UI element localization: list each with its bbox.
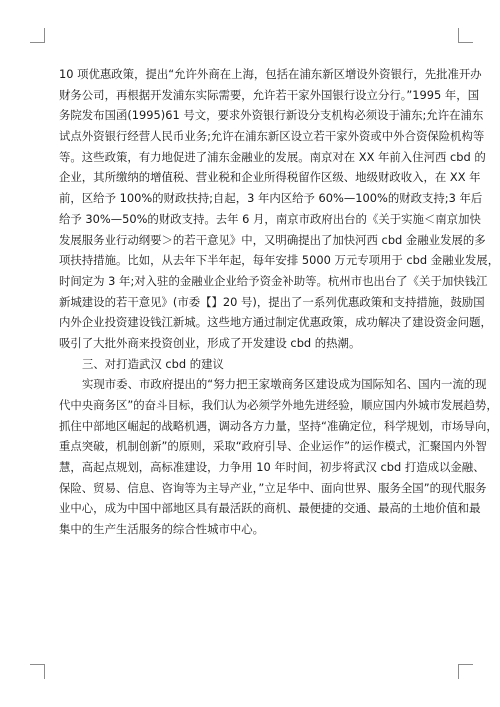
text-line: 集中的生产生活服务的综合性城市中心。 — [59, 522, 265, 537]
text-line: 务院发布国函(1995)61 号文，要求外资银行新设分支机构必须设于浦东;允许在浦东 — [59, 108, 484, 123]
text-line: 前，区给予 100%的财政扶持;自起，3 年内区给予 60%—100%的财政支持;3 年后 — [59, 191, 483, 206]
crop-mark-top-left — [30, 28, 45, 43]
text-line: 吸引了大批外商来投资创业，形成了开发建设 cbd 的热潮。 — [59, 335, 361, 350]
text-line: 10 项优惠政策，提出“允许外商在上海，包括在浦东新区增设外资银行，先批准开办 — [59, 67, 482, 81]
text-line: 项扶持措施。比如，从去年下半年起，每年安排 5000 万元专项用于 cbd 金融业发展， — [59, 253, 500, 268]
text-line: 企业，其所缴纳的增值税、营业税和企业所得税留作区级、地级财政收入，在 XX 年 — [59, 170, 481, 185]
paragraph-recommendations — [59, 374, 498, 540]
text-line: 实现市委、市政府提出的“努力把王家墩商务区建设成为国际知名、国内一流的现 — [82, 377, 487, 392]
text-line: 代中央商务区”的奋斗目标，我们认为必须学外地先进经验，顺应国内外城市发展趋势， — [59, 398, 498, 412]
text-line: 新城建设的若干意见》(市委【】20 号)，提出了一系列优惠政策和支持措施，鼓励国 — [59, 294, 485, 309]
text-line: 财务公司，再根据开发浦东实际需要，允许若干家外国银行设立分行。”1995 年，国 — [59, 87, 480, 102]
text-line: 给予 30%—50%的财政支持。去年 6 月，南京市政府出台的《关于实施＜南京加快 — [59, 211, 481, 226]
text-line: 发展服务业行动纲要＞的若干意见》中，又明确提出了加快河西 cbd 金融业发展的多 — [59, 232, 486, 247]
text-line: 保险、贸易、信息、咨询等为主导产业，”立足华中、面向世界、服务全国”的现代服务 — [59, 480, 487, 495]
text-line: 业中心，成为中国中部地区具有最活跃的商机、最便捷的交通、最高的土地价值和最 — [59, 501, 481, 516]
text-line: 慧，高起点规划，高标准建设，力争用 10 年时间，初步将武汉 cbd 打造成以金融、 — [59, 460, 485, 475]
text-line: 等。这些政策，有力地促进了浦东金融业的发展。南京对在 XX 年前入住河西 cbd 的 — [59, 149, 486, 164]
crop-mark-bottom-left — [30, 664, 45, 679]
text-line: 时间定为 3 年;对入驻的金融业企业给予资金补助等。杭州市也出台了《关于加快钱江 — [59, 273, 488, 288]
document-body — [59, 64, 500, 540]
crop-mark-top-right — [458, 28, 473, 43]
text-line: 抓住中部地区崛起的战略机遇，调动各方力量，坚持“准确定位，科学规划，市场导向， — [59, 418, 498, 433]
text-line: 重点突破，机制创新”的原则，采取“政府引导、企业运作”的运作模式，汇聚国内外智 — [59, 439, 487, 454]
section-heading: 三、对打造武汉 cbd 的建议 — [82, 356, 224, 371]
text-line: 试点外资银行经营人民币业务;允许在浦东新区设立若干家外资或中外合资保险机构等 — [59, 129, 485, 144]
paragraph-policies — [59, 64, 500, 354]
crop-mark-bottom-right — [458, 664, 473, 679]
text-line: 内外企业投资建设钱江新城。这些地方通过制定优惠政策，成功解决了建设资金问题， — [59, 315, 492, 330]
